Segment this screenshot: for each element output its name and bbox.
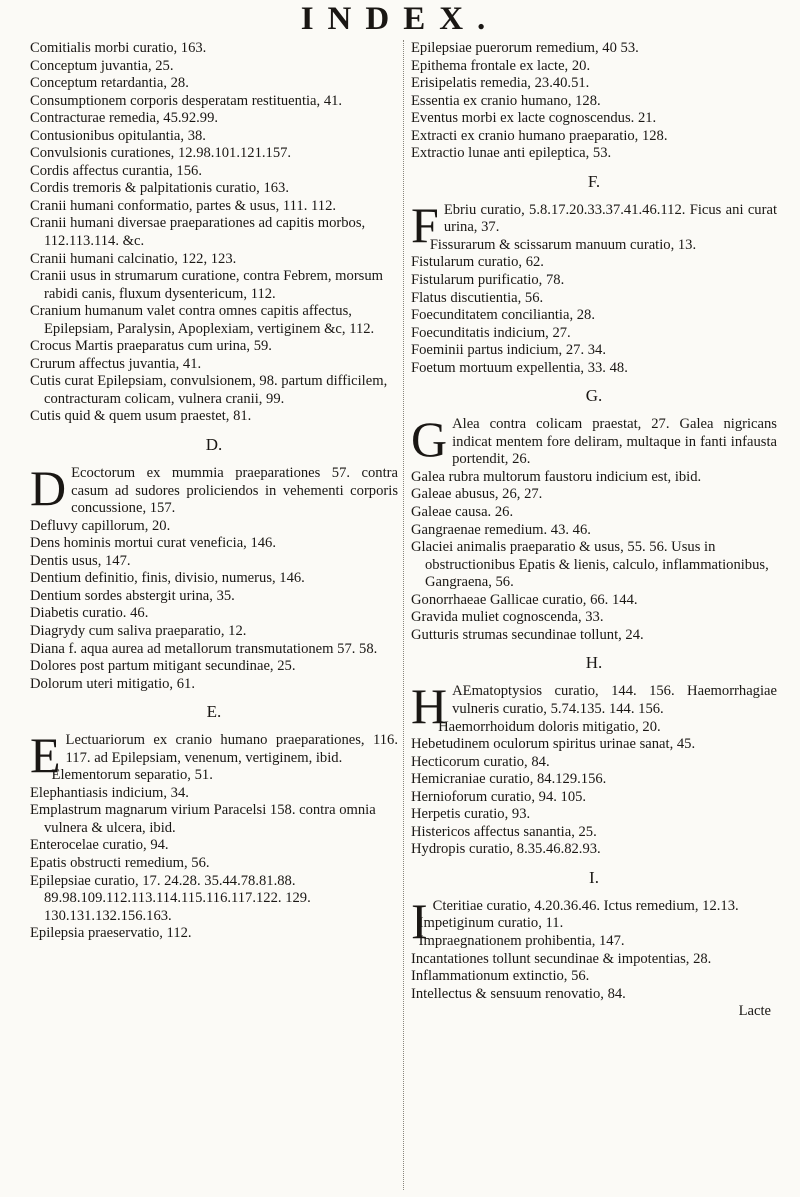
section-letter-f: F. [587,171,601,191]
index-entry: Epilepsiae curatio, 17. 24.28. 35.44.78.81.88. 89.98.109.112.113.114.115.116.117.122. 129. 130.131.132.156.163. [30,872,311,924]
index-entry: Eventus morbi ex lacte cognoscendus. 21. [411,110,657,127]
index-entry: Convulsionis curationes, 12.98.101.121.157. [30,145,292,162]
f-intro-text: Ebriu curatio, 5.8.17.20.33.37.41.46.112. Ficus ani curat urina, 37. [443,201,777,236]
index-entry: Gangraenae remedium. 43. 46. [411,521,591,538]
index-entry: Foecunditatis indicium, 27. [411,324,571,341]
index-entry: Cordis tremoris & palpitationis curatio, 163. [30,180,290,197]
index-entry: Fissurarum & scissarum manuum curatio, 13. [429,236,697,253]
index-entry: Hydropis curatio, 8.35.46.82.93. [411,841,601,858]
entries-c [30,40,398,426]
entries-d [30,518,398,693]
index-entry: Foecunditatem conciliantia, 28. [411,307,595,324]
index-entry: Cordis affectus curantia, 156. [30,162,202,179]
index-entry: Elementorum separatio, 51. [51,767,213,784]
index-entry: Gravida muliet cognoscenda, 33. [411,609,604,626]
index-entry: Dentium sordes abstergit urina, 35. [30,587,235,604]
entries-i [411,915,777,1003]
index-entry: Diana f. aqua aurea ad metallorum transmutationem 57. 58. [30,640,378,657]
index-entry: Hernioforum curatio, 94. 105. [411,788,587,805]
index-entry: Inflammationum extinctio, 56. [411,968,590,985]
index-entry: Erisipelatis remedia, 23.40.51. [411,75,590,92]
index-entry: Histericos affectus sanantia, 25. [411,823,597,840]
index-entry: Dentis usus, 147. [30,552,131,569]
index-entry: Gutturis strumas secundinae tollunt, 24. [411,626,644,643]
index-entry: Extracti ex cranio humano praeparatio, 128. [411,127,668,144]
index-entry: Diagrydy cum saliva praeparatio, 12. [30,622,247,639]
index-entry: Diabetis curatio. 46. [30,605,149,622]
index-entry: Comitialis morbi curatio, 163. [30,40,207,56]
section-letter-h: H. [585,653,603,673]
catchword: Lacte [738,1003,771,1020]
index-entry: Foetum mortuum expellentia, 33. 48. [411,359,628,376]
section-letter-g: G. [585,386,603,406]
index-entry: Hecticorum curatio, 84. [411,753,550,770]
dropcap-e: E [30,727,61,784]
index-entry: Conceptum juvantia, 25. [30,57,174,74]
index-entry: Flatus discutientia, 56. [411,289,544,306]
entries-e-cont [411,40,777,163]
section-letter-e: E. [206,702,222,722]
index-entry: Epithema frontale ex lacte, 20. [411,57,591,74]
index-entry: Haemorrhoidum doloris mitigatio, 20. [438,718,661,735]
index-entry: Enterocelae curatio, 94. [30,837,169,854]
index-entry: Cranium humanum valet contra omnes capitis affectus, Epilepsiam, Paralysin, Apoplexiam, vertiginem &c, 112. [30,303,375,337]
d-intro-text: Ecoctorum ex mummia praeparationes 57. contra casum ad sudores proliciendos in vehementi corporis concussione, 157. [71,465,398,517]
index-entry: Gonorrhaeae Gallicae curatio, 66. 144. [411,591,638,608]
index-entry: Fistularum curatio, 62. [411,254,544,271]
entries-g [411,469,777,644]
index-entry: Epatis obstructi remedium, 56. [30,854,210,871]
index-entry: Dolores post partum mitigant secundinae, 25. [30,658,296,675]
index-entry: Herpetis curatio, 93. [411,806,531,823]
g-intro-paragraph [411,411,777,469]
entries-h [411,719,777,859]
index-entry: Essentia ex cranio humano, 128. [411,92,601,109]
e-intro-text: Lectuariorum ex cranio humano praeparationes, 116. 117. ad Epilepsiam, venenum, vertiginem, ibid. [65,732,398,766]
index-entry: Hebetudinem oculorum spiritus urinae sanat, 45. [411,736,696,753]
index-entry: Epilepsiae puerorum remedium, 40 53. [411,40,639,56]
i-intro-text: Cteritiae curatio, 4.20.36.46. Ictus remedium, 12.13. [432,897,739,914]
dropcap-g: G [411,411,448,468]
index-entry: Cutis curat Epilepsiam, convulsionem, 98. partum difficilem, contracturam colicam, vulnera cranii, 99. [30,373,388,407]
entries-e [30,767,398,942]
index-entry: Cranii humani diversae praeparationes ad capitis morbos, 112.113.114. &c. [30,215,366,250]
dropcap-i: I [411,892,428,949]
index-entry: Fistularum purificatio, 78. [411,272,565,289]
d-intro-paragraph [30,460,398,518]
index-entry: Epilepsia praeservatio, 112. [30,925,192,942]
index-entry: Crocus Martis praeparatus cum urina, 59. [30,338,272,355]
index-entry: Galeae abusus, 26, 27. [411,486,543,503]
index-entry: Foeminii partus indicium, 27. 34. [411,342,606,359]
index-entry: Elephantiasis indicium, 34. [30,784,189,801]
index-entry: Contusionibus opitulantia, 38. [30,127,206,144]
column-divider [403,40,404,1190]
index-entry: Impetiginum curatio, 11. [418,915,564,932]
dropcap-d: D [30,460,67,517]
index-entry: Conceptum retardantia, 28. [30,75,189,92]
index-entry: Impraegnationem prohibentia, 147. [418,932,625,949]
index-entry: Contracturae remedia, 45.92.99. [30,110,219,127]
index-entry: Galeae causa. 26. [411,504,514,521]
index-entry: Incantationes tollunt secundinae & impotentias, 28. [411,950,712,967]
index-entry: Intellectus & sensuum renovatio, 84. [411,985,626,1002]
dropcap-h: H [411,678,448,735]
left-column [30,40,398,1190]
index-entry: Extractio lunae anti epileptica, 53. [411,145,612,162]
index-entry: Dentium definitio, finis, divisio, numerus, 146. [30,570,305,587]
index-entry: Galea rubra multorum faustoru indicium est, ibid. [411,468,702,485]
right-column [411,40,777,1190]
h-intro-text: AEmatoptysios curatio, 144. 156. Haemorrhagiae vulneris curatio, 5.74.135. 144. 156. [452,683,777,717]
entries-f [411,237,777,377]
index-entry: Dens hominis mortui curat veneficia, 146. [30,535,277,552]
index-entry: Cranii humani conformatio, partes & usus, 111. 112. [30,197,337,214]
g-intro-text: Alea contra colicam praestat, 27. Galea nigricans indicat mentem fore deliram, multaque in fanti infausta portendit, 26. [452,416,777,468]
page-header: INDEX. [300,1,500,37]
index-entry: Cranii usus in strumarum curatione, contra Febrem, morsum rabidi canis, fluxum dysentericum, 112. [30,268,384,302]
index-entry: Cutis quid & quem usum praestet, 81. [30,408,252,425]
index-entry: Glaciei animalis praeparatio & usus, 55. 56. Usus in obstructionibus Epatis & lienis, calculo, inflammationibus, Gangraena, 56. [411,539,769,591]
index-entry: Crurum affectus juvantia, 41. [30,355,202,372]
dropcap-f: F [411,196,439,253]
index-entry: Hemicraniae curatio, 84.129.156. [411,771,607,788]
index-entry: Cranii humani calcinatio, 122, 123. [30,250,237,267]
section-letter-i: I. [589,867,599,887]
index-entry: Defluvy capillorum, 20. [30,517,171,534]
index-entry: Consumptionem corporis desperatam restituentia, 41. [30,92,343,109]
index-entry: Dolorum uteri mitigatio, 61. [30,675,195,692]
index-entry: Emplastrum magnarum virium Paracelsi 158. contra omnia vulnera & ulcera, ibid. [30,802,376,836]
section-letter-d: D. [205,435,223,455]
